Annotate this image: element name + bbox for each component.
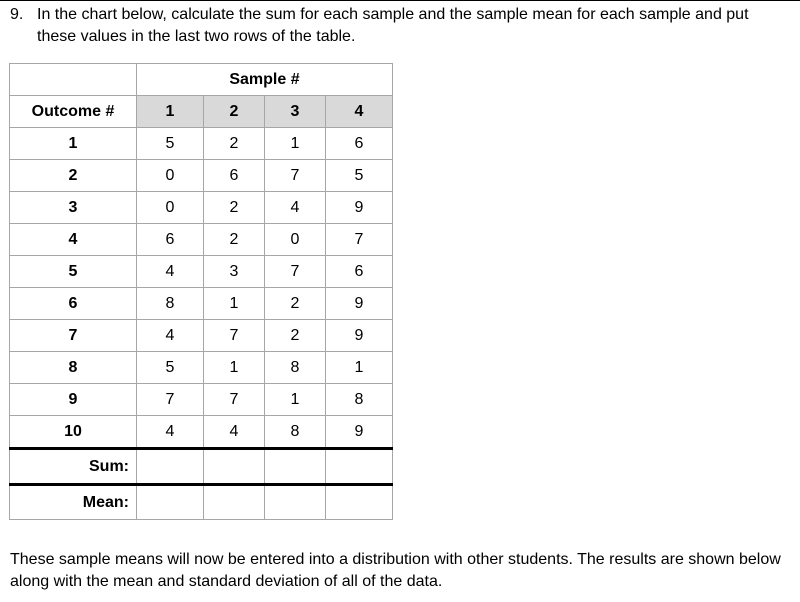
sample-header-1: 1 xyxy=(137,96,204,128)
mean-label: Mean: xyxy=(10,485,137,520)
value-cell: 6 xyxy=(204,160,265,192)
mean-cell-2[interactable] xyxy=(204,485,265,520)
value-cell: 2 xyxy=(265,288,326,320)
outcome-header: Outcome # xyxy=(10,96,137,128)
value-cell: 9 xyxy=(326,320,393,352)
mean-cell-1[interactable] xyxy=(137,485,204,520)
outcome-label: 2 xyxy=(10,160,137,192)
sum-cell-4[interactable] xyxy=(326,449,393,485)
value-cell: 7 xyxy=(204,384,265,416)
sample-header-3: 3 xyxy=(265,96,326,128)
sum-label: Sum: xyxy=(10,449,137,485)
mean-cell-4[interactable] xyxy=(326,485,393,520)
outcome-label: 7 xyxy=(10,320,137,352)
value-cell: 1 xyxy=(326,352,393,384)
value-cell: 4 xyxy=(204,416,265,449)
value-cell: 0 xyxy=(137,192,204,224)
mean-row xyxy=(10,485,393,520)
table-row xyxy=(10,224,393,256)
blank-corner-cell xyxy=(10,64,137,96)
table-row xyxy=(10,256,393,288)
outcome-label: 5 xyxy=(10,256,137,288)
table-row xyxy=(10,384,393,416)
footer-text: These sample means will now be entered into a distribution with other students. The results are shown below along with the mean and standard deviation of all of the data. xyxy=(10,551,781,590)
value-cell: 3 xyxy=(204,256,265,288)
value-cell: 6 xyxy=(326,128,393,160)
table-row xyxy=(10,160,393,192)
outcome-label: 4 xyxy=(10,224,137,256)
value-cell: 2 xyxy=(204,224,265,256)
value-cell: 4 xyxy=(137,256,204,288)
value-cell: 8 xyxy=(137,288,204,320)
value-cell: 8 xyxy=(265,416,326,449)
value-cell: 9 xyxy=(326,288,393,320)
value-cell: 7 xyxy=(265,256,326,288)
value-cell: 8 xyxy=(326,384,393,416)
value-cell: 8 xyxy=(265,352,326,384)
question-text: In the chart below, calculate the sum for each sample and the sample mean for each sample and put these values in the last two rows of the table. xyxy=(37,6,749,45)
group-header-row xyxy=(10,64,393,96)
value-cell: 5 xyxy=(137,128,204,160)
value-cell: 1 xyxy=(265,384,326,416)
value-cell: 6 xyxy=(326,256,393,288)
table-row xyxy=(10,320,393,352)
value-cell: 6 xyxy=(137,224,204,256)
value-cell: 7 xyxy=(204,320,265,352)
table-row xyxy=(10,288,393,320)
table-row xyxy=(10,192,393,224)
sample-table xyxy=(9,63,393,520)
outcome-label: 6 xyxy=(10,288,137,320)
value-cell: 4 xyxy=(265,192,326,224)
value-cell: 2 xyxy=(204,192,265,224)
value-cell: 7 xyxy=(265,160,326,192)
top-rule xyxy=(0,0,800,1)
sum-cell-3[interactable] xyxy=(265,449,326,485)
value-cell: 5 xyxy=(326,160,393,192)
value-cell: 1 xyxy=(204,352,265,384)
outcome-label: 10 xyxy=(10,416,137,449)
value-cell: 0 xyxy=(137,160,204,192)
sample-header-4: 4 xyxy=(326,96,393,128)
value-cell: 9 xyxy=(326,192,393,224)
value-cell: 0 xyxy=(265,224,326,256)
sum-row xyxy=(10,449,393,485)
sample-header-2: 2 xyxy=(204,96,265,128)
value-cell: 1 xyxy=(204,288,265,320)
value-cell: 1 xyxy=(265,128,326,160)
table-row xyxy=(10,416,393,449)
column-header-row xyxy=(10,96,393,128)
outcome-label: 3 xyxy=(10,192,137,224)
value-cell: 5 xyxy=(137,352,204,384)
sum-cell-1[interactable] xyxy=(137,449,204,485)
value-cell: 2 xyxy=(265,320,326,352)
value-cell: 4 xyxy=(137,320,204,352)
outcome-label: 9 xyxy=(10,384,137,416)
outcome-label: 8 xyxy=(10,352,137,384)
outcome-label: 1 xyxy=(10,128,137,160)
question-prompt xyxy=(10,4,790,48)
table-row xyxy=(10,352,393,384)
mean-cell-3[interactable] xyxy=(265,485,326,520)
sum-cell-2[interactable] xyxy=(204,449,265,485)
question-number: 9. xyxy=(10,6,24,23)
value-cell: 2 xyxy=(204,128,265,160)
table-row xyxy=(10,128,393,160)
value-cell: 7 xyxy=(137,384,204,416)
value-cell: 4 xyxy=(137,416,204,449)
value-cell: 9 xyxy=(326,416,393,449)
value-cell: 7 xyxy=(326,224,393,256)
sample-group-header: Sample # xyxy=(137,64,393,96)
